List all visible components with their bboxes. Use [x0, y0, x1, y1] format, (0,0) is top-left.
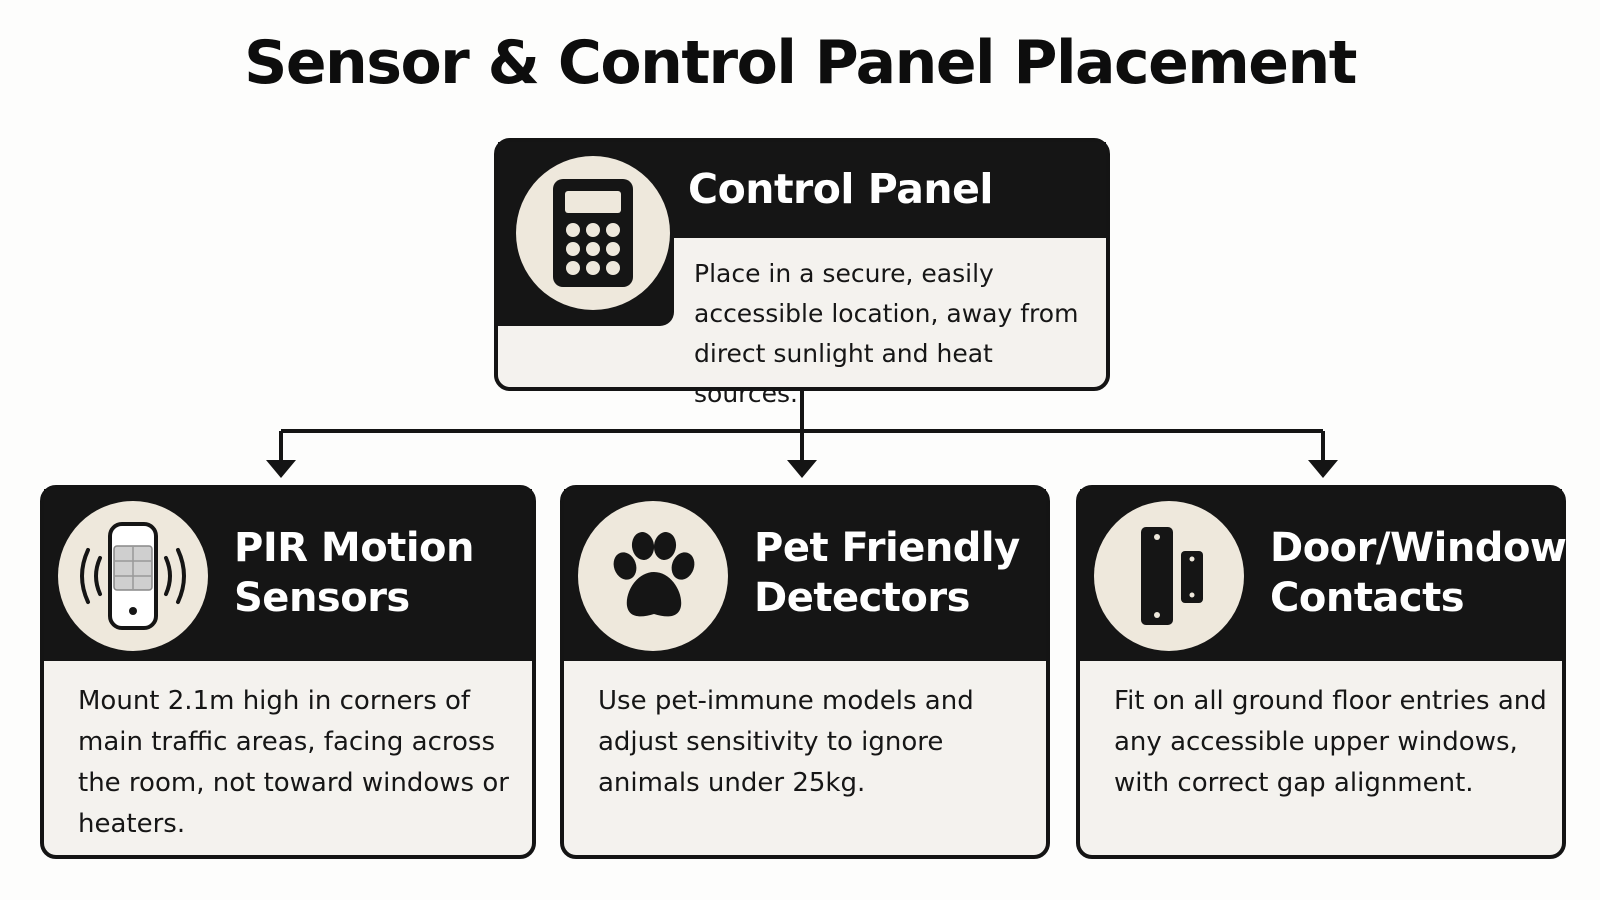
- door-contact-icon: [1119, 521, 1219, 631]
- door-window-title: Door/Window Contacts: [1270, 525, 1567, 621]
- control-panel-card: [494, 138, 1110, 408]
- motion-sensor-icon: [68, 516, 198, 636]
- control-panel-icon-circle: [516, 156, 670, 310]
- arrow-down-right: [1308, 460, 1338, 478]
- door-window-icon-circle: [1094, 501, 1244, 651]
- keypad-icon: [551, 177, 635, 289]
- door-window-card: [1076, 485, 1566, 859]
- pir-motion-title: PIR Motion Sensors: [234, 525, 474, 621]
- pir-motion-card: [40, 485, 536, 859]
- page-title: Sensor & Control Panel Placement: [244, 28, 1356, 98]
- pet-friendly-card: [560, 485, 1050, 859]
- control-panel-description: Place in a secure, easily accessible location, away from direct sunlight and heat sources.: [694, 259, 1079, 408]
- pet-friendly-title: Pet Friendly Detectors: [754, 525, 1020, 621]
- arrow-down-left: [266, 460, 296, 478]
- paw-icon: [603, 526, 703, 626]
- pir-motion-icon-circle: [58, 501, 208, 651]
- door-window-description: Fit on all ground floor entries and any accessible upper windows, with correct gap alignment.: [1114, 686, 1547, 798]
- pir-motion-description: Mount 2.1m high in corners of main traffic areas, facing across the room, not toward windows or heaters.: [78, 686, 509, 839]
- control-panel-title: Control Panel: [688, 165, 993, 213]
- pet-friendly-icon-circle: [578, 501, 728, 651]
- pet-friendly-description: Use pet-immune models and adjust sensitivity to ignore animals under 25kg.: [598, 686, 974, 798]
- arrow-down-center: [787, 460, 817, 478]
